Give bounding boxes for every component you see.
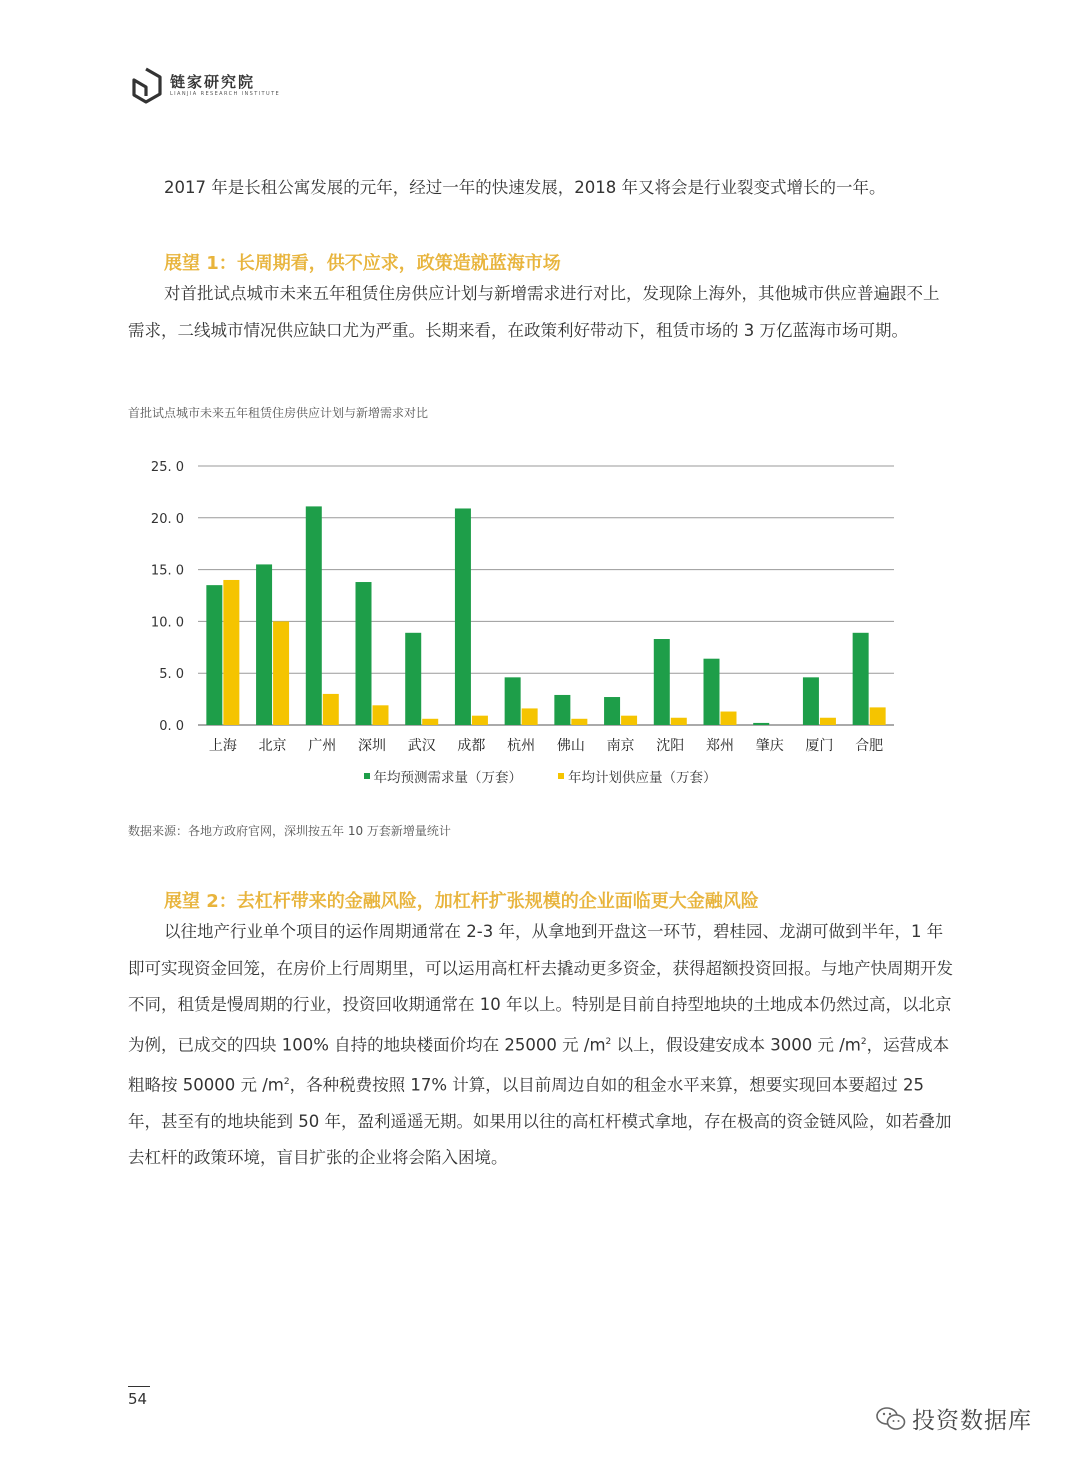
x-category-label: 沈阳 <box>656 738 685 754</box>
section2-text-4: ，各种税费按照 17% 计算，以目前周边自如的租金水平来算，想要实现回本要超过 25 年，甚至有的地块能到 50 年，盈利遥遥无期。如果用以往的高杠杆模式拿地，存在极高的资金链风险，如若叠加去杠杆的政策环境，盲目扩张的企业将会陷入困境。 <box>128 1075 952 1167</box>
bar-demand <box>306 506 322 725</box>
bar-demand <box>753 723 769 725</box>
bar-supply <box>671 718 687 725</box>
bar-supply <box>721 712 737 725</box>
bar-demand <box>654 639 670 725</box>
x-category-label: 厦门 <box>805 738 834 754</box>
bar-demand <box>206 585 222 725</box>
x-category-label: 武汉 <box>407 738 436 754</box>
y-tick-label: 5. 0 <box>159 667 184 683</box>
section1-heading: 展望 1：长周期看，供不应求，政策造就蓝海市场 <box>164 253 561 274</box>
superscript-3: 2 <box>283 1076 290 1087</box>
chart-legend <box>0 766 1080 786</box>
section2-text-1: 以往地产行业单个项目的运作周期通常在 2-3 年，从拿地到开盘这一环节，碧桂园、龙湖可做到半年，1 年即可实现资金回笼，在房价上行周期里，可以运用高杠杆去撬动更多资金，获得超额投资回报。与地产快周期开发不同，租赁是慢周期的行业，投资回收期通常在 10 年以上。特别是目前自持型地块的土地成本仍然过高，以北京为例，已成交的四块 100% 自持的地块楼面价均在 25000 元 /m <box>128 922 953 1054</box>
bar-supply <box>323 694 339 725</box>
x-category-label: 广州 <box>308 738 337 754</box>
bar-demand <box>256 564 272 725</box>
brand-logo <box>128 66 280 106</box>
brand-name: 链家研究院 <box>170 73 256 91</box>
bar-demand <box>455 508 471 725</box>
bar-demand <box>356 582 372 725</box>
bar-supply <box>820 718 836 725</box>
bar-demand <box>704 659 720 725</box>
intro-paragraph: 2017 年是长租公寓发展的元年，经过一年的快速发展，2018 年又将会是行业裂变式增长的一年。 <box>164 178 886 197</box>
bar-supply <box>422 719 438 725</box>
bar-demand <box>604 697 620 725</box>
x-category-label: 肇庆 <box>755 738 784 754</box>
wechat-icon <box>876 1406 906 1432</box>
legend-swatch-green <box>364 773 370 779</box>
legend-label-demand: 年均预测需求量（万套） <box>373 770 522 786</box>
legend-label-supply: 年均计划供应量（万套） <box>568 770 717 786</box>
section1-paragraph: 对首批试点城市未来五年租赁住房供应计划与新增需求进行对比，发现除上海外，其他城市供应普遍跟不上需求，二线城市情况供应缺口尤为严重。长期来看，在政策利好带动下，租赁市场的 3 万亿蓝海市场可期。 <box>128 284 940 340</box>
bar-supply <box>472 716 488 725</box>
footer-divider <box>128 1386 150 1387</box>
bar-supply <box>273 621 289 725</box>
bar-supply <box>621 716 637 725</box>
section2-text-2: 以上，假设建安成本 3000 元 /m <box>611 1035 861 1054</box>
section2-heading: 展望 2：去杠杆带来的金融风险，加杠杆扩张规模的企业面临更大金融风险 <box>164 891 759 912</box>
bar-supply <box>522 708 538 725</box>
legend-item-supply <box>558 766 717 786</box>
brand-subtitle: LIANJIA RESEARCH INSTITUTE <box>170 91 281 97</box>
y-tick-label: 25. 0 <box>150 460 184 475</box>
x-category-label: 上海 <box>208 738 237 754</box>
bar-supply <box>223 580 239 725</box>
x-category-label: 郑州 <box>706 738 734 754</box>
bar-demand <box>505 677 521 725</box>
section2-paragraph <box>128 914 954 1177</box>
x-category-label: 合肥 <box>855 738 884 754</box>
chart-title: 首批试点城市未来五年租赁住房供应计划与新增需求对比 <box>128 406 429 420</box>
superscript-1: 2 <box>605 1036 612 1047</box>
x-category-label: 成都 <box>457 738 486 754</box>
x-category-label: 南京 <box>606 738 635 754</box>
y-tick-label: 20. 0 <box>150 511 184 527</box>
x-category-label: 杭州 <box>507 738 536 754</box>
legend-item-demand <box>364 766 523 786</box>
x-category-label: 北京 <box>258 738 287 754</box>
x-category-label: 佛山 <box>556 738 585 754</box>
bar-supply <box>571 719 587 725</box>
y-tick-label: 10. 0 <box>150 615 184 631</box>
bar-chart <box>128 452 908 764</box>
lianjia-logo-icon <box>128 66 164 106</box>
y-tick-label: 0. 0 <box>159 719 184 734</box>
bar-supply <box>870 707 886 725</box>
bar-demand <box>554 695 570 725</box>
chart-source: 数据来源：各地方政府官网，深圳按五年 10 万套新增量统计 <box>128 824 451 838</box>
page-number: 54 <box>128 1390 148 1408</box>
superscript-2: 2 <box>860 1036 867 1047</box>
watermark-text: 投资数据库 <box>912 1408 1032 1434</box>
x-category-label: 深圳 <box>358 738 386 754</box>
bar-demand <box>853 633 869 725</box>
y-tick-label: 15. 0 <box>150 563 184 579</box>
watermark <box>876 1402 1032 1435</box>
section2-text-3: ，运营成本粗略按 50000 元 /m <box>128 1035 950 1094</box>
bar-demand <box>803 677 819 725</box>
legend-swatch-yellow <box>558 773 564 779</box>
bar-demand <box>405 633 421 725</box>
bar-supply <box>373 705 389 725</box>
